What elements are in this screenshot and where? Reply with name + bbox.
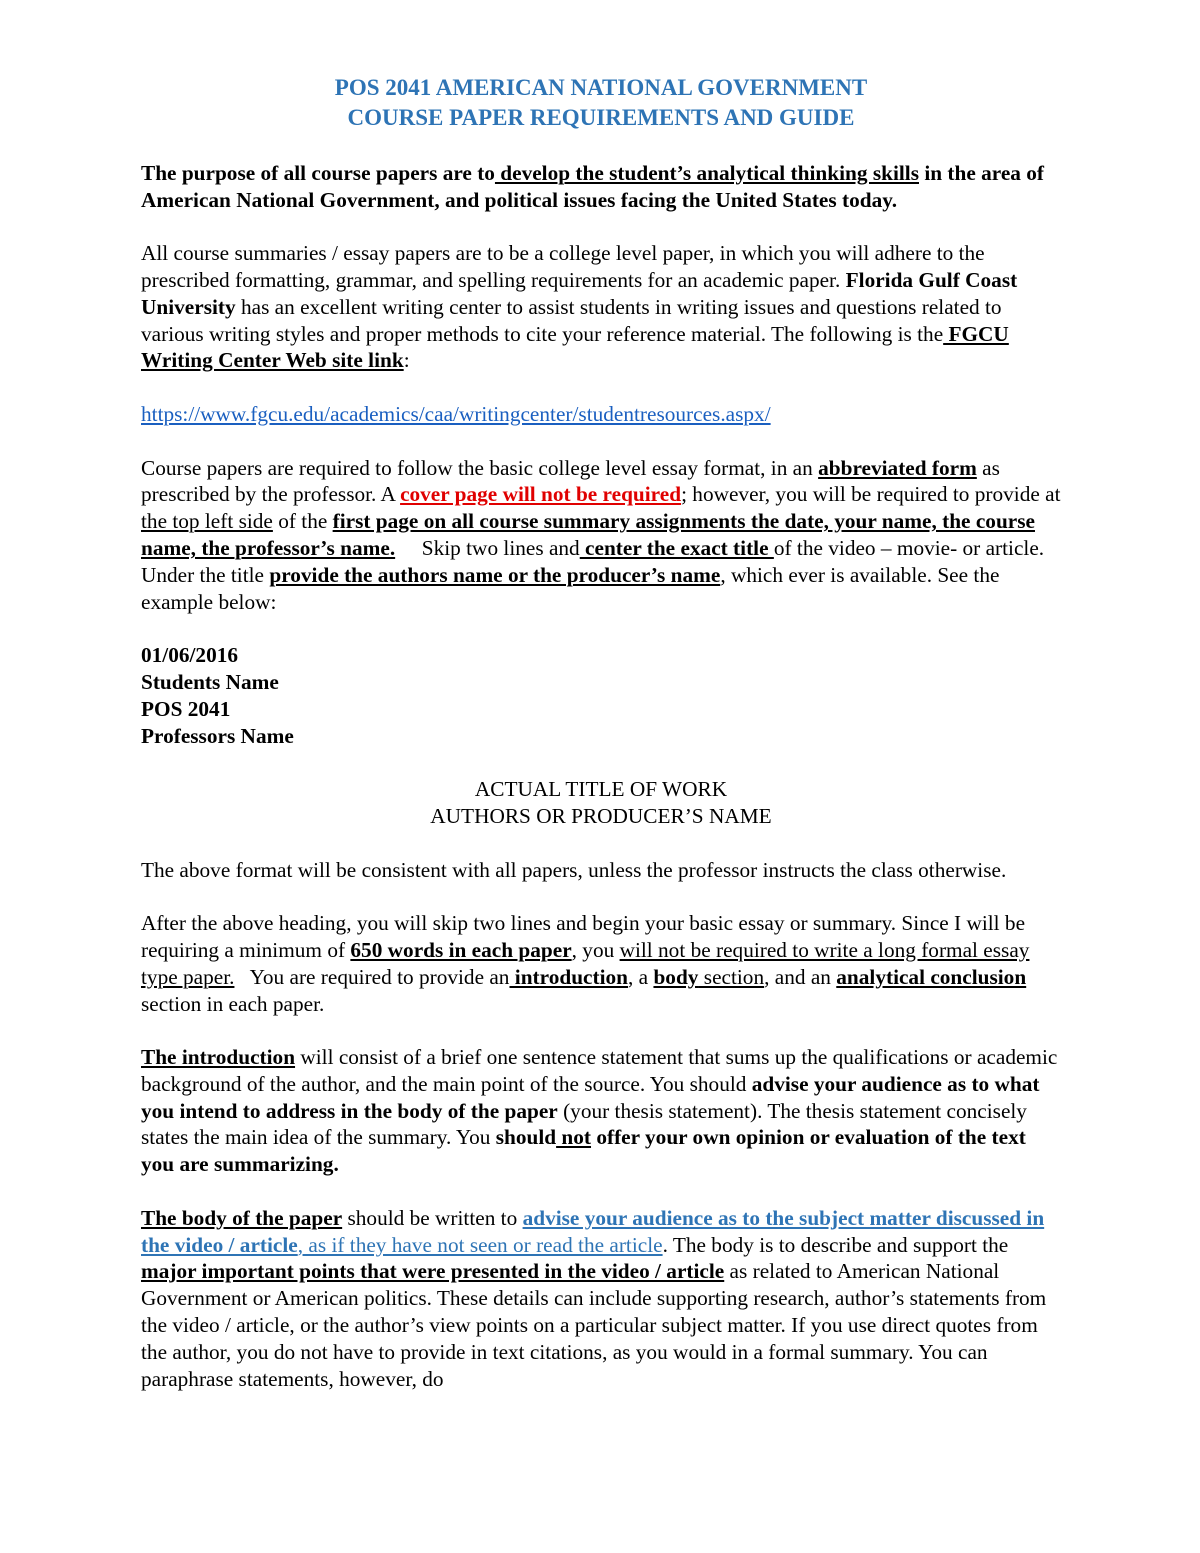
body-text: . The body is to describe and support the: [662, 1232, 1009, 1257]
example-date: 01/06/2016: [141, 643, 239, 668]
body-text: should be written to: [342, 1205, 523, 1230]
after-text: , a: [628, 964, 654, 989]
after-text: After the above heading, you will skip two lines and begin your basic essay or summary. Since I will be requiring a minimum of: [141, 911, 1026, 962]
document-subtitle: COURSE PAPER REQUIREMENTS AND GUIDE: [347, 105, 855, 130]
intro-colon: :: [403, 348, 410, 373]
after-text: section in each paper.: [141, 991, 325, 1016]
example-course: POS 2041: [141, 696, 231, 721]
no-opinion-note: offer your own opinion or evaluation of the text you are summarizing.: [141, 1125, 1026, 1177]
author-name-requirement: provide the authors name or the producer’s name: [269, 562, 721, 587]
example-student-name: Students Name: [141, 669, 279, 694]
top-left-side: the top left side: [141, 509, 273, 534]
after-text: , and an: [764, 964, 837, 989]
body-term: body: [653, 964, 699, 989]
course-title: POS 2041 AMERICAN NATIONAL GOVERNMENT: [334, 75, 868, 100]
document-body: [141, 73, 1061, 1392]
writing-center-link-line: [141, 401, 1061, 428]
writing-center-link[interactable]: https://www.fgcu.edu/academics/caa/writingcenter/studentresources.aspx/: [141, 401, 771, 426]
introduction-heading: The introduction: [141, 1045, 296, 1070]
body-heading: The body of the paper: [141, 1205, 343, 1230]
purpose-emphasis: develop the student’s analytical thinking skills: [494, 160, 919, 185]
writing-center-label: FGCU Writing Center Web site link: [141, 321, 1009, 373]
after-heading-paragraph: [141, 910, 1061, 1017]
introduction-text: (your thesis statement). The thesis statement concisely states the main idea of the summary. You: [141, 1098, 1027, 1150]
after-text: You are required to provide an: [234, 964, 510, 989]
major-points: major important points that were presented in the video / article: [141, 1259, 725, 1284]
introduction-paragraph: [141, 1044, 1061, 1178]
after-text: , you: [571, 937, 620, 962]
not-seen-note: , as if they have not seen or read the article: [297, 1232, 663, 1257]
cover-page-note: cover page will not be required: [400, 482, 682, 507]
example-author: AUTHORS OR PRODUCER’S NAME: [430, 803, 772, 828]
center-exact-title: center the exact title: [579, 535, 774, 560]
format-text: of the video – movie- or article. Under the title: [141, 535, 1045, 587]
format-text: , which ever is available. See the example below:: [141, 562, 1000, 614]
format-text: as prescribed by the professor. A: [141, 455, 1000, 507]
first-page-requirements: first page on all course summary assignments the date, your name, the course name, the professor’s name.: [141, 509, 1035, 560]
section-term: section: [698, 964, 765, 989]
body-text: as related to American National Government or American politics. These details can include supporting research, author’s statements from the video / article, or the author’s view points on a particular subject matter. If you use direct quotes from the author, you do not have to provide in text citations, as you would in a formal summary. You can paraphrase statements, however, do: [141, 1259, 1047, 1391]
conclusion-term: analytical conclusion: [836, 964, 1027, 989]
should-term: should: [495, 1125, 557, 1150]
example-title: ACTUAL TITLE OF WORK: [474, 777, 728, 802]
purpose-paragraph: [141, 160, 1061, 214]
thesis-advice: advise your audience as to what you intend to address in the body of the paper: [141, 1071, 1040, 1123]
format-text: of the: [272, 509, 333, 534]
introduction-text: will consist of a brief one sentence statement that sums up the qualifications or academic background of the author, and the main point of the source. You should: [141, 1045, 1058, 1096]
subject-matter-advice: advise your audience as to the subject matter discussed in the video / article: [141, 1205, 1045, 1257]
format-text: Skip two lines and: [395, 535, 580, 560]
word-minimum: 650 words in each paper: [350, 937, 572, 962]
not-long-essay: will not be required to write a long formal essay type paper.: [141, 937, 1030, 989]
format-text: ; however, you will be required to provide at: [681, 482, 1061, 507]
not-term: not: [556, 1125, 592, 1150]
intro-paragraph: [141, 240, 1061, 374]
example-professor: Professors Name: [141, 723, 294, 748]
university-name: Florida Gulf Coast University: [141, 267, 1018, 319]
abbreviated-form: abbreviated form: [818, 455, 977, 480]
intro-text-cont: has an excellent writing center to assist students in writing issues and questions related to various writing styles and proper methods to cite your reference material. The following is the: [141, 294, 1002, 346]
purpose-text: The purpose of all course papers are to: [141, 160, 495, 185]
introduction-term: introduction: [509, 964, 629, 989]
format-paragraph: [141, 455, 1061, 616]
purpose-text-end: in the area of American National Government, and political issues facing the United States today.: [141, 160, 1045, 212]
intro-text: All course summaries / essay papers are to be a college level paper, in which you will adhere to the prescribed formatting, grammar, and spelling requirements for an academic paper.: [141, 241, 985, 292]
format-text: Course papers are required to follow the basic college level essay format, in an: [141, 455, 819, 480]
body-paragraph: [141, 1205, 1061, 1393]
consistency-paragraph: The above format will be consistent with all papers, unless the professor instructs the class otherwise.: [141, 857, 1007, 882]
